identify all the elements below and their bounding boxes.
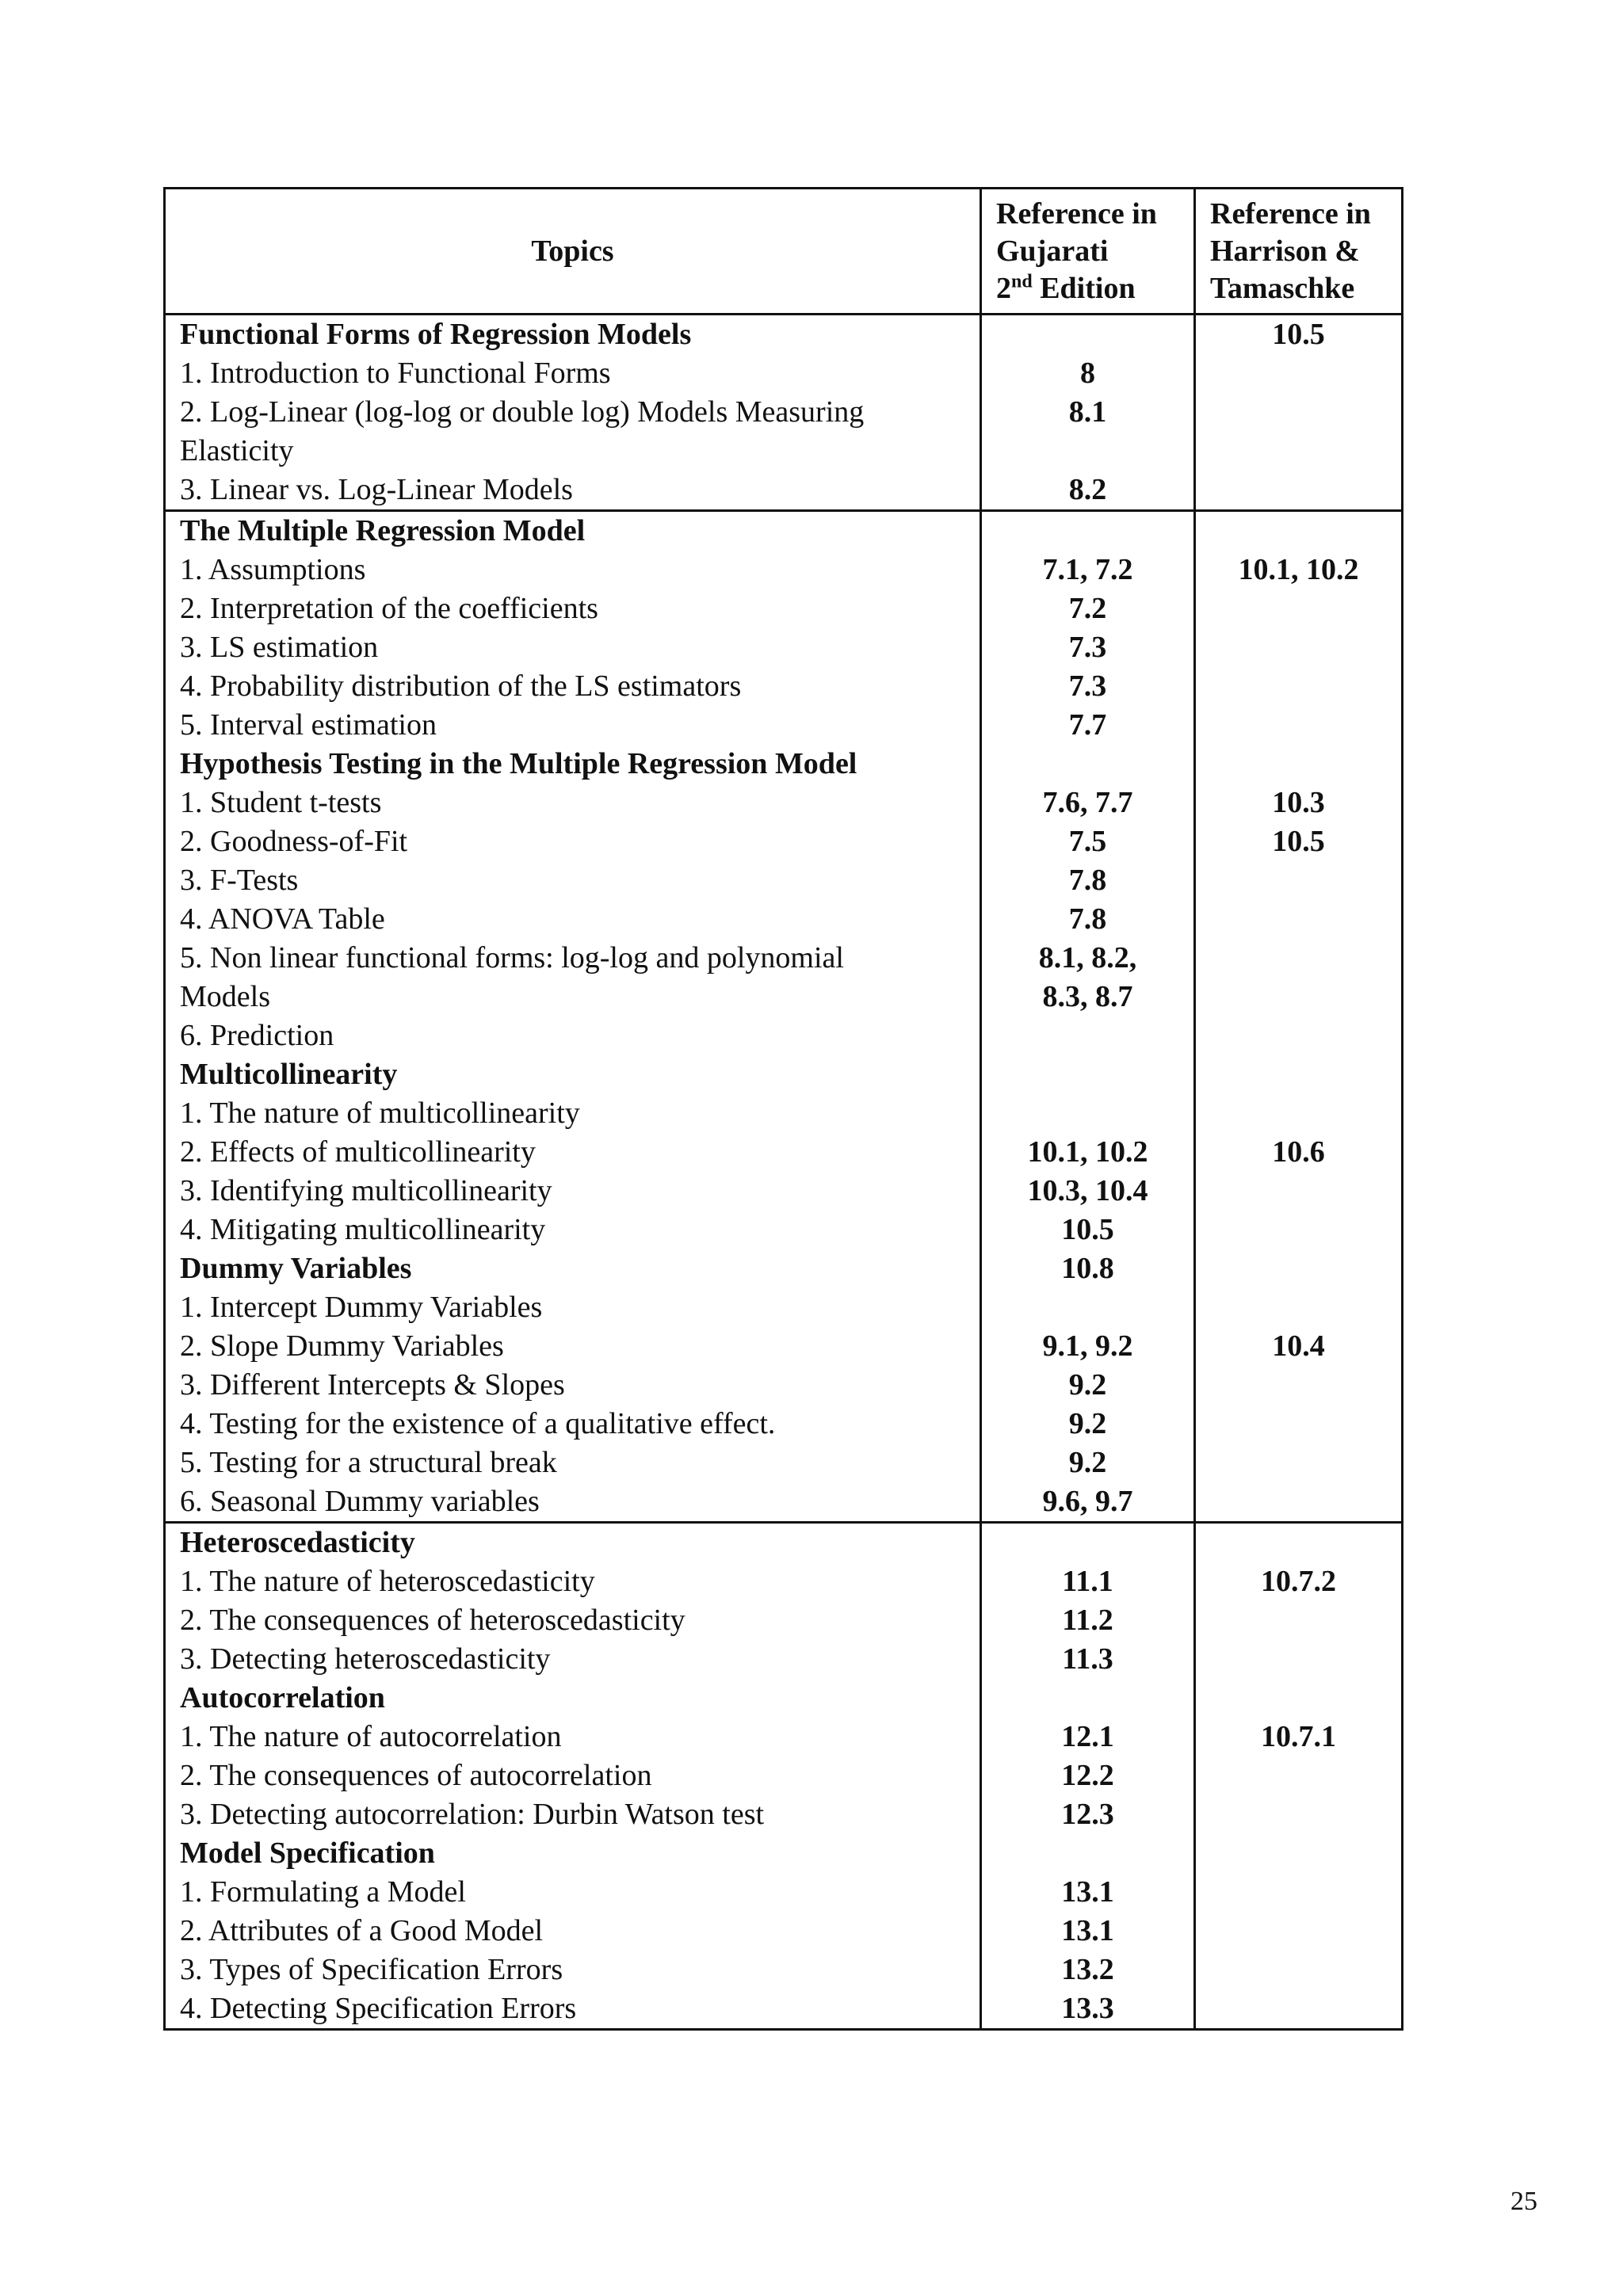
gujarati-ref-cell: 13.2 (981, 1951, 1195, 1989)
gujarati-ref-cell: 7.6, 7.7 (981, 784, 1195, 822)
harrison-ref-cell (1195, 706, 1403, 745)
harrison-ref-cell (1195, 511, 1403, 551)
topic-cell: 2. Attributes of a Good Model (165, 1912, 981, 1951)
harrison-ref-cell (1195, 1873, 1403, 1912)
table-row (165, 1951, 1403, 1989)
topic-cell: 3. F-Tests (165, 861, 981, 900)
table-row (165, 1795, 1403, 1834)
harrison-ref-cell (1195, 978, 1403, 1016)
harrison-ref-cell: 10.4 (1195, 1327, 1403, 1366)
header-gujarati-line2: Gujarati (996, 234, 1109, 268)
topic-cell: 4. Testing for the existence of a qualitative effect. (165, 1405, 981, 1444)
harrison-ref-cell (1195, 1055, 1403, 1094)
table-row (165, 1249, 1403, 1288)
table-row (165, 1873, 1403, 1912)
gujarati-ref-cell: 13.1 (981, 1873, 1195, 1912)
gujarati-ref-cell: 10.1, 10.2 (981, 1133, 1195, 1172)
table-row (165, 393, 1403, 432)
gujarati-ref-cell: 10.3, 10.4 (981, 1172, 1195, 1211)
gujarati-ref-cell: 9.6, 9.7 (981, 1482, 1195, 1523)
gujarati-ref-cell: 7.7 (981, 706, 1195, 745)
gujarati-ref-cell (981, 1523, 1195, 1563)
harrison-ref-cell (1195, 1679, 1403, 1718)
topic-cell: 6. Seasonal Dummy variables (165, 1482, 981, 1523)
gujarati-ref-cell: 7.1, 7.2 (981, 551, 1195, 589)
topic-cell: 3. Types of Specification Errors (165, 1951, 981, 1989)
harrison-ref-cell (1195, 1482, 1403, 1523)
harrison-ref-cell (1195, 1249, 1403, 1288)
header-gujarati-edition-num: 2 (996, 271, 1011, 305)
harrison-ref-cell (1195, 1523, 1403, 1563)
harrison-ref-cell (1195, 1989, 1403, 2030)
table-row (165, 1133, 1403, 1172)
gujarati-ref-cell: 7.8 (981, 900, 1195, 939)
table-row (165, 1288, 1403, 1327)
harrison-ref-cell (1195, 939, 1403, 978)
topic-cell: 2. Goodness-of-Fit (165, 822, 981, 861)
gujarati-ref-cell (981, 432, 1195, 471)
table-row (165, 745, 1403, 784)
table-header-row (165, 189, 1403, 315)
harrison-ref-cell (1195, 1601, 1403, 1640)
harrison-ref-cell (1195, 745, 1403, 784)
table-row (165, 939, 1403, 978)
gujarati-ref-cell: 10.8 (981, 1249, 1195, 1288)
topic-cell: 5. Testing for a structural break (165, 1444, 981, 1482)
table-row (165, 471, 1403, 511)
gujarati-ref-cell: 13.1 (981, 1912, 1195, 1951)
topic-cell: 5. Interval estimation (165, 706, 981, 745)
table-row (165, 1601, 1403, 1640)
gujarati-ref-cell (981, 315, 1195, 355)
harrison-ref-cell (1195, 1405, 1403, 1444)
harrison-ref-cell (1195, 900, 1403, 939)
topic-cell: 5. Non linear functional forms: log-log and polynomial (165, 939, 981, 978)
table-row (165, 1211, 1403, 1249)
topic-cell: 4. Probability distribution of the LS estimators (165, 667, 981, 706)
topic-cell: 1. The nature of heteroscedasticity (165, 1562, 981, 1601)
harrison-ref-cell (1195, 1172, 1403, 1211)
table-row (165, 706, 1403, 745)
gujarati-ref-cell: 12.2 (981, 1756, 1195, 1795)
harrison-ref-cell: 10.7.2 (1195, 1562, 1403, 1601)
header-gujarati-line1: Reference in (996, 196, 1157, 231)
table-row (165, 1679, 1403, 1718)
harrison-ref-cell (1195, 1288, 1403, 1327)
section-heading: Model Specification (165, 1834, 981, 1873)
section-heading: Heteroscedasticity (165, 1523, 981, 1563)
topic-cell: 6. Prediction (165, 1016, 981, 1055)
topic-cell: 2. Interpretation of the coefficients (165, 589, 981, 628)
harrison-ref-cell (1195, 1211, 1403, 1249)
header-gujarati-edition-word: Edition (1032, 271, 1136, 305)
table-row (165, 511, 1403, 551)
table-row (165, 1366, 1403, 1405)
topic-cell: 1. Assumptions (165, 551, 981, 589)
topic-cell: 1. The nature of autocorrelation (165, 1718, 981, 1756)
topic-cell: 3. Detecting heteroscedasticity (165, 1640, 981, 1679)
topic-cell: 2. Log-Linear (log-log or double log) Models Measuring (165, 393, 981, 432)
harrison-ref-cell (1195, 393, 1403, 432)
table-row (165, 1327, 1403, 1366)
harrison-ref-cell: 10.7.1 (1195, 1718, 1403, 1756)
section-heading: Autocorrelation (165, 1679, 981, 1718)
table-row (165, 1444, 1403, 1482)
topic-cell: 4. Detecting Specification Errors (165, 1989, 981, 2030)
topic-cell: 3. Identifying multicollinearity (165, 1172, 981, 1211)
harrison-ref-cell (1195, 1951, 1403, 1989)
topic-cell: 2. Effects of multicollinearity (165, 1133, 981, 1172)
header-harrison-line3: Tamaschke (1210, 271, 1355, 305)
gujarati-ref-cell: 9.1, 9.2 (981, 1327, 1195, 1366)
gujarati-ref-cell: 12.1 (981, 1718, 1195, 1756)
gujarati-ref-cell: 8.2 (981, 471, 1195, 511)
table-row (165, 784, 1403, 822)
section-heading: Multicollinearity (165, 1055, 981, 1094)
table-body (165, 315, 1403, 2030)
gujarati-ref-cell (981, 511, 1195, 551)
topic-cell: 1. Formulating a Model (165, 1873, 981, 1912)
harrison-ref-cell: 10.6 (1195, 1133, 1403, 1172)
gujarati-ref-cell: 11.3 (981, 1640, 1195, 1679)
gujarati-ref-cell (981, 1288, 1195, 1327)
harrison-ref-cell (1195, 1444, 1403, 1482)
topic-cell: 3. LS estimation (165, 628, 981, 667)
table-row (165, 1172, 1403, 1211)
gujarati-ref-cell: 11.2 (981, 1601, 1195, 1640)
table-row (165, 1989, 1403, 2030)
harrison-ref-cell (1195, 1366, 1403, 1405)
table-row (165, 1912, 1403, 1951)
gujarati-ref-cell: 7.3 (981, 667, 1195, 706)
section-heading: Dummy Variables (165, 1249, 981, 1288)
gujarati-ref-cell (981, 1016, 1195, 1055)
header-harrison-line1: Reference in (1210, 196, 1371, 231)
harrison-ref-cell (1195, 861, 1403, 900)
topic-cell: 4. ANOVA Table (165, 900, 981, 939)
table-row (165, 354, 1403, 393)
gujarati-ref-cell (981, 1094, 1195, 1133)
gujarati-ref-cell: 7.8 (981, 861, 1195, 900)
harrison-ref-cell (1195, 667, 1403, 706)
gujarati-ref-cell: 10.5 (981, 1211, 1195, 1249)
table-row (165, 861, 1403, 900)
header-gujarati (981, 189, 1195, 315)
table-row (165, 628, 1403, 667)
reference-table (163, 187, 1403, 2031)
gujarati-ref-cell: 8.1 (981, 393, 1195, 432)
harrison-ref-cell (1195, 1016, 1403, 1055)
gujarati-ref-cell (981, 1055, 1195, 1094)
gujarati-ref-cell: 8.1, 8.2, (981, 939, 1195, 978)
table-row (165, 589, 1403, 628)
section-heading: Functional Forms of Regression Models (165, 315, 981, 355)
topic-cell: 1. Student t-tests (165, 784, 981, 822)
harrison-ref-cell (1195, 1795, 1403, 1834)
table-row (165, 900, 1403, 939)
table-row (165, 1562, 1403, 1601)
table-row (165, 1055, 1403, 1094)
header-gujarati-edition-sup: nd (1011, 270, 1033, 292)
table-row (165, 1834, 1403, 1873)
gujarati-ref-cell: 7.3 (981, 628, 1195, 667)
topic-cell: 3. Linear vs. Log-Linear Models (165, 471, 981, 511)
header-topics: Topics (165, 189, 981, 315)
topic-cell: 4. Mitigating multicollinearity (165, 1211, 981, 1249)
section-heading: The Multiple Regression Model (165, 511, 981, 551)
section-heading: Hypothesis Testing in the Multiple Regression Model (165, 745, 981, 784)
topic-cell: 2. The consequences of autocorrelation (165, 1756, 981, 1795)
header-harrison-line2: Harrison & (1210, 234, 1360, 268)
topic-cell: 2. Slope Dummy Variables (165, 1327, 981, 1366)
topic-cell: Elasticity (165, 432, 981, 471)
topic-cell: Models (165, 978, 981, 1016)
gujarati-ref-cell: 13.3 (981, 1989, 1195, 2030)
gujarati-ref-cell: 12.3 (981, 1795, 1195, 1834)
header-gujarati-line3 (996, 270, 1179, 307)
gujarati-ref-cell: 7.5 (981, 822, 1195, 861)
gujarati-ref-cell (981, 1679, 1195, 1718)
harrison-ref-cell (1195, 471, 1403, 511)
table-row (165, 978, 1403, 1016)
topic-cell: 1. Intercept Dummy Variables (165, 1288, 981, 1327)
table-row (165, 432, 1403, 471)
topic-cell: 3. Different Intercepts & Slopes (165, 1366, 981, 1405)
table-row (165, 1405, 1403, 1444)
table-row (165, 822, 1403, 861)
harrison-ref-cell (1195, 628, 1403, 667)
gujarati-ref-cell (981, 1834, 1195, 1873)
harrison-ref-cell (1195, 1756, 1403, 1795)
harrison-ref-cell (1195, 589, 1403, 628)
harrison-ref-cell (1195, 1912, 1403, 1951)
gujarati-ref-cell: 8 (981, 354, 1195, 393)
harrison-ref-cell: 10.1, 10.2 (1195, 551, 1403, 589)
harrison-ref-cell (1195, 1094, 1403, 1133)
harrison-ref-cell (1195, 354, 1403, 393)
gujarati-ref-cell: 9.2 (981, 1405, 1195, 1444)
header-harrison (1195, 189, 1403, 315)
gujarati-ref-cell: 9.2 (981, 1444, 1195, 1482)
table-row (165, 1756, 1403, 1795)
page-number: 25 (1510, 2187, 1537, 2216)
table-row (165, 1523, 1403, 1563)
harrison-ref-cell: 10.3 (1195, 784, 1403, 822)
table-row (165, 1094, 1403, 1133)
table-row (165, 1016, 1403, 1055)
harrison-ref-cell (1195, 432, 1403, 471)
topic-cell: 2. The consequences of heteroscedasticity (165, 1601, 981, 1640)
harrison-ref-cell: 10.5 (1195, 315, 1403, 355)
table-row (165, 551, 1403, 589)
gujarati-ref-cell: 9.2 (981, 1366, 1195, 1405)
topic-cell: 1. The nature of multicollinearity (165, 1094, 981, 1133)
gujarati-ref-cell: 8.3, 8.7 (981, 978, 1195, 1016)
gujarati-ref-cell: 7.2 (981, 589, 1195, 628)
table-row (165, 1640, 1403, 1679)
table-row (165, 1718, 1403, 1756)
harrison-ref-cell (1195, 1640, 1403, 1679)
table-row (165, 667, 1403, 706)
harrison-ref-cell: 10.5 (1195, 822, 1403, 861)
gujarati-ref-cell: 11.1 (981, 1562, 1195, 1601)
table-row (165, 1482, 1403, 1523)
topic-cell: 1. Introduction to Functional Forms (165, 354, 981, 393)
topic-cell: 3. Detecting autocorrelation: Durbin Watson test (165, 1795, 981, 1834)
harrison-ref-cell (1195, 1834, 1403, 1873)
table-row (165, 315, 1403, 355)
gujarati-ref-cell (981, 745, 1195, 784)
